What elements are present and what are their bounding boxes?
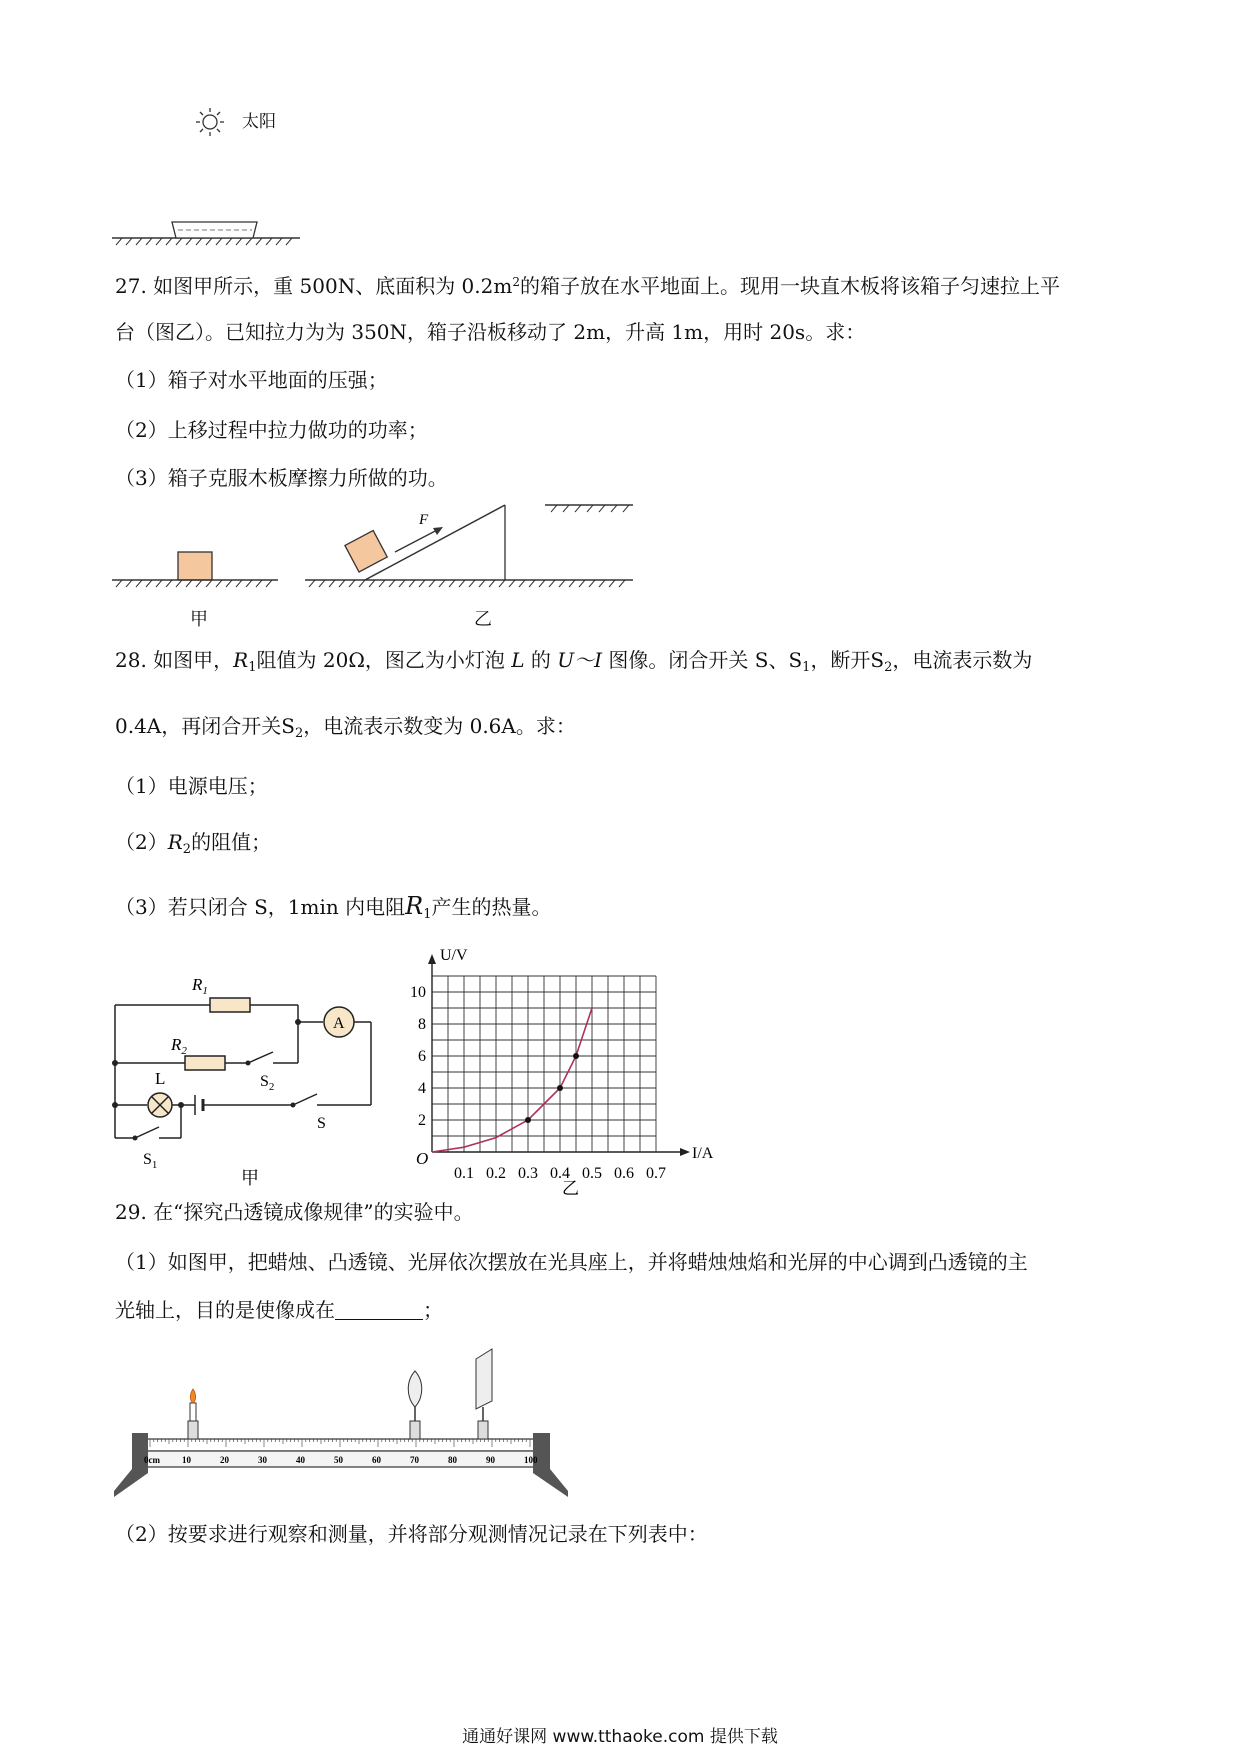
- q29-title: 29. 在“探究凸透镜成像规律”的实验中。: [115, 1200, 474, 1224]
- answer-blank[interactable]: [335, 1299, 423, 1320]
- y-tick-label: 2: [418, 1112, 426, 1129]
- q28-line1: 28. 如图甲，$R_1$阻值为 20Ω，图乙为小灯泡 L 的 U～I 图像。闭合开关 S、$S_1$，断开$S_2$，电流表示数为: [115, 648, 1033, 675]
- sun-label: 太阳: [242, 112, 276, 132]
- q28-item-1: （1）电源电压；: [115, 774, 268, 798]
- x-tick-label: 0.7: [646, 1165, 666, 1182]
- x-tick-label: 0.3: [518, 1165, 538, 1182]
- ruler-label: 40: [296, 1455, 305, 1465]
- svg-text:S2: $S_2$: [260, 1073, 275, 1093]
- y-tick-label: 6: [418, 1048, 426, 1065]
- x-tick-label: 0.2: [486, 1165, 506, 1182]
- svg-text:R2: $R_2$: [171, 1035, 187, 1057]
- ruler-label: 90: [486, 1455, 495, 1465]
- ruler-label: 70: [410, 1455, 419, 1465]
- y-tick-label: 8: [418, 1016, 426, 1033]
- ruler-label: 60: [372, 1455, 381, 1465]
- ramp-figure: [305, 500, 635, 595]
- switch-s1: [135, 1127, 159, 1138]
- convex-lens: [408, 1371, 422, 1439]
- y-tick-label: 4: [418, 1080, 426, 1097]
- ruler-label: 80: [448, 1455, 457, 1465]
- x-axis-label: I/A: [692, 1145, 714, 1162]
- fig27-caption-b: 乙: [474, 609, 492, 630]
- x-tick-label: 0.1: [454, 1165, 474, 1182]
- q27-line2: 台（图乙）。已知拉力为为 350N，箱子沿板移动了 2m，升高 1m，用时 20s。求：: [115, 320, 866, 344]
- basin-figure: [112, 218, 302, 248]
- chart-caption: 乙: [562, 1179, 579, 1198]
- svg-text:L: L: [155, 1069, 166, 1088]
- x-tick-label: 0.6: [614, 1165, 634, 1182]
- data-point: [557, 1085, 563, 1091]
- svg-text:A: A: [333, 1015, 345, 1032]
- x-tick-label: 0.5: [582, 1165, 602, 1182]
- q29-p2: （2）按要求进行观察和测量，并将部分观测情况记录在下列表中：: [115, 1522, 708, 1546]
- q27-item-3: （3）箱子克服木板摩擦力所做的功。: [115, 466, 448, 490]
- y-axis-arrow: [428, 954, 436, 964]
- origin-label: O: [416, 1149, 429, 1168]
- q27-line1: 27. 如图甲所示，重 500N、底面积为 $0.2m^2$的箱子放在水平地面上。现用一块直木板将该箱子匀速拉上平: [115, 274, 1060, 298]
- y-axis-label: U/V: [440, 947, 468, 964]
- q29-p1-line2: 光轴上，目的是使像成在 ；: [115, 1298, 443, 1322]
- y-tick-label: 10: [410, 984, 426, 1001]
- data-point: [525, 1117, 531, 1123]
- svg-text:R1: $R_1$: [192, 975, 208, 997]
- sun-icon: [196, 108, 224, 136]
- circuit-diagram: [105, 960, 385, 1200]
- q29-p1-line1: （1）如图甲，把蜡烛、凸透镜、光屏依次摆放在光具座上，并将蜡烛烛焰和光屏的中心调到凸透镜的主: [115, 1250, 1028, 1274]
- fig27-caption-a: 甲: [190, 609, 208, 630]
- switch-s2: [248, 1052, 273, 1063]
- footer: 通通好课网 www.tthaoke.com 提供下载: [462, 1727, 778, 1747]
- data-point: [573, 1053, 579, 1059]
- resistor-r1: [210, 998, 250, 1012]
- svg-text:S1: $S_1$: [143, 1151, 158, 1171]
- resistor-r2: [185, 1056, 225, 1070]
- ui-chart: [400, 940, 730, 1200]
- force-label: F: [419, 512, 429, 528]
- ramp-box: [345, 530, 387, 572]
- svg-text:S: S: [317, 1115, 326, 1132]
- bench-left-foot: [114, 1433, 148, 1497]
- x-axis-arrow: [680, 1148, 690, 1156]
- box-ground-figure: [112, 550, 282, 595]
- ruler-label: 20: [220, 1455, 229, 1465]
- x-tick-label: 0.4: [550, 1165, 570, 1182]
- ramp-board: [365, 505, 505, 580]
- optical-bench: [110, 1345, 570, 1485]
- ruler-label: 10: [182, 1455, 191, 1465]
- q28-item-2: $(2)R_2$的阻值；: [115, 830, 272, 857]
- ruler-label: 100: [524, 1455, 538, 1465]
- q27-item-2: （2）上移过程中拉力做功的功率；: [115, 418, 428, 442]
- ruler-label: 50: [334, 1455, 343, 1465]
- ruler-label: 0cm: [144, 1455, 160, 1465]
- q28-item-3: （3）若只闭合 S，1min 内电阻$R_1$产生的热量。: [115, 892, 552, 922]
- box: [178, 552, 212, 580]
- force-arrow: [395, 528, 441, 552]
- svg-text:甲: 甲: [241, 1168, 259, 1188]
- switch-s: [293, 1094, 317, 1105]
- q28-line2: 0.4A，再闭合开关$S_2$，电流表示数变为 0.6A。求：: [115, 714, 576, 741]
- q27-item-1: （1）箱子对水平地面的压强；: [115, 368, 388, 392]
- bench-right-foot: [533, 1433, 568, 1497]
- ruler-label: 30: [258, 1455, 267, 1465]
- candle: [188, 1389, 198, 1439]
- light-screen: [476, 1349, 492, 1439]
